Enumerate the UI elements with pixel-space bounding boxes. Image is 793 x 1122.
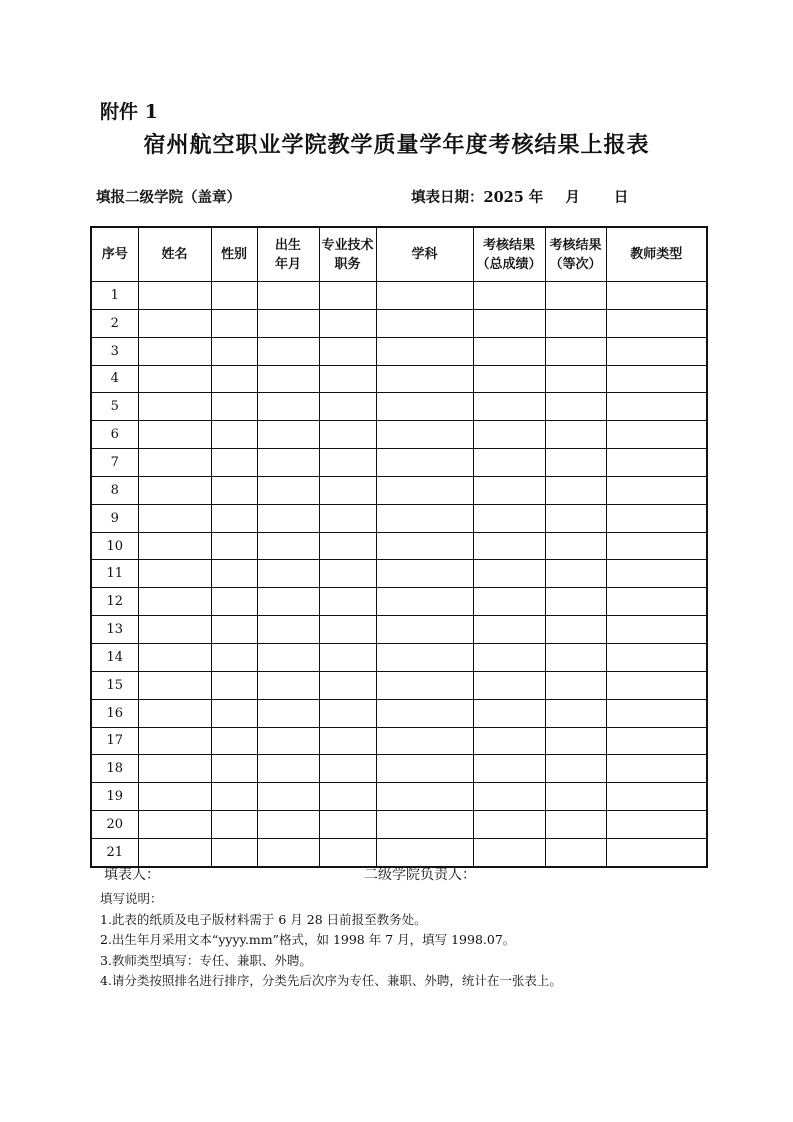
cell-gender[interactable]: [211, 365, 257, 393]
cell-teacher-type[interactable]: [606, 755, 707, 783]
cell-gender[interactable]: [211, 476, 257, 504]
row-index: 3: [91, 337, 138, 365]
table-row: [91, 476, 707, 504]
cell-professional-title[interactable]: [319, 838, 376, 866]
cell-birth-date[interactable]: [257, 282, 319, 310]
table-row: [91, 699, 707, 727]
cell-grade[interactable]: [545, 671, 606, 699]
cell-subject[interactable]: [376, 560, 473, 588]
instruction-item: 4.请分类按照排名进行排序，分类先后次序为专任、兼职、外聘，统计在一张表上。: [100, 973, 562, 989]
cell-professional-title[interactable]: [319, 449, 376, 477]
row-index: 18: [91, 755, 138, 783]
cell-birth-date[interactable]: [257, 643, 319, 671]
cell-name[interactable]: [138, 393, 211, 421]
row-index: 2: [91, 309, 138, 337]
row-index: 4: [91, 365, 138, 393]
cell-name[interactable]: [138, 532, 211, 560]
cell-name[interactable]: [138, 421, 211, 449]
cell-subject[interactable]: [376, 476, 473, 504]
cell-grade[interactable]: [545, 337, 606, 365]
instructions: [100, 889, 562, 992]
table-row: [91, 643, 707, 671]
cell-subject[interactable]: [376, 783, 473, 811]
cell-grade[interactable]: [545, 309, 606, 337]
cell-grade[interactable]: [545, 393, 606, 421]
fill-date-year-label: 填表日期：2025 年: [411, 189, 544, 206]
cell-professional-title[interactable]: [319, 365, 376, 393]
cell-name[interactable]: [138, 337, 211, 365]
cell-gender[interactable]: [211, 560, 257, 588]
header-teacher-type: 教师类型: [606, 227, 707, 282]
cell-gender[interactable]: [211, 699, 257, 727]
cell-subject[interactable]: [376, 365, 473, 393]
header-birth-date: 出生 年月: [257, 227, 319, 282]
cell-total-score[interactable]: [473, 393, 545, 421]
cell-name[interactable]: [138, 727, 211, 755]
cell-birth-date[interactable]: [257, 393, 319, 421]
cell-birth-date[interactable]: [257, 504, 319, 532]
cell-gender[interactable]: [211, 309, 257, 337]
cell-subject[interactable]: [376, 699, 473, 727]
report-table: [90, 226, 708, 868]
header-gender: 性别: [211, 227, 257, 282]
cell-subject[interactable]: [376, 337, 473, 365]
cell-total-score[interactable]: [473, 337, 545, 365]
row-index: 15: [91, 671, 138, 699]
cell-professional-title[interactable]: [319, 727, 376, 755]
table-row: [91, 421, 707, 449]
cell-subject[interactable]: [376, 504, 473, 532]
cell-grade[interactable]: [545, 783, 606, 811]
cell-birth-date[interactable]: [257, 616, 319, 644]
cell-total-score[interactable]: [473, 476, 545, 504]
cell-subject[interactable]: [376, 421, 473, 449]
cell-gender[interactable]: [211, 755, 257, 783]
instruction-item: 2.出生年月采用文本“yyyy.mm”格式，如 1998 年 7 月，填写 1998.07。: [100, 932, 516, 948]
cell-birth-date[interactable]: [257, 699, 319, 727]
cell-grade[interactable]: [545, 421, 606, 449]
cell-name[interactable]: [138, 643, 211, 671]
cell-gender[interactable]: [211, 616, 257, 644]
cell-professional-title[interactable]: [319, 282, 376, 310]
table-row: [91, 838, 707, 866]
cell-professional-title[interactable]: [319, 699, 376, 727]
cell-teacher-type[interactable]: [606, 365, 707, 393]
table-row: [91, 671, 707, 699]
table-row: [91, 365, 707, 393]
cell-gender[interactable]: [211, 671, 257, 699]
cell-professional-title[interactable]: [319, 421, 376, 449]
cell-name[interactable]: [138, 838, 211, 866]
fill-date-month-label: 月: [565, 189, 580, 206]
cell-gender[interactable]: [211, 393, 257, 421]
row-index: 9: [91, 504, 138, 532]
row-index: 17: [91, 727, 138, 755]
row-index: 1: [91, 282, 138, 310]
cell-birth-date[interactable]: [257, 783, 319, 811]
cell-grade[interactable]: [545, 504, 606, 532]
row-index: 13: [91, 616, 138, 644]
cell-grade[interactable]: [545, 755, 606, 783]
cell-teacher-type[interactable]: [606, 811, 707, 839]
row-index: 5: [91, 393, 138, 421]
cell-total-score[interactable]: [473, 421, 545, 449]
cell-name[interactable]: [138, 282, 211, 310]
cell-gender[interactable]: [211, 532, 257, 560]
cell-gender[interactable]: [211, 838, 257, 866]
table-row: [91, 337, 707, 365]
cell-total-score[interactable]: [473, 560, 545, 588]
cell-grade[interactable]: [545, 699, 606, 727]
cell-name[interactable]: [138, 783, 211, 811]
cell-teacher-type[interactable]: [606, 616, 707, 644]
cell-birth-date[interactable]: [257, 755, 319, 783]
cell-grade[interactable]: [545, 532, 606, 560]
cell-professional-title[interactable]: [319, 671, 376, 699]
cell-teacher-type[interactable]: [606, 727, 707, 755]
table-row: [91, 560, 707, 588]
table-row: [91, 504, 707, 532]
row-index: 14: [91, 643, 138, 671]
cell-grade[interactable]: [545, 449, 606, 477]
cell-subject[interactable]: [376, 309, 473, 337]
cell-grade[interactable]: [545, 365, 606, 393]
college-seal-label: 填报二级学院（盖章）: [96, 189, 241, 206]
cell-birth-date[interactable]: [257, 838, 319, 866]
cell-teacher-type[interactable]: [606, 476, 707, 504]
cell-total-score[interactable]: [473, 755, 545, 783]
cell-professional-title[interactable]: [319, 504, 376, 532]
row-index: 10: [91, 532, 138, 560]
cell-name[interactable]: [138, 560, 211, 588]
row-index: 21: [91, 838, 138, 866]
table-row: [91, 449, 707, 477]
cell-name[interactable]: [138, 616, 211, 644]
cell-teacher-type[interactable]: [606, 643, 707, 671]
cell-subject[interactable]: [376, 393, 473, 421]
cell-birth-date[interactable]: [257, 365, 319, 393]
cell-total-score[interactable]: [473, 504, 545, 532]
cell-teacher-type[interactable]: [606, 560, 707, 588]
cell-total-score[interactable]: [473, 449, 545, 477]
cell-gender[interactable]: [211, 449, 257, 477]
table-row: [91, 532, 707, 560]
cell-birth-date[interactable]: [257, 421, 319, 449]
cell-name[interactable]: [138, 504, 211, 532]
cell-subject[interactable]: [376, 588, 473, 616]
cell-gender[interactable]: [211, 421, 257, 449]
header-total-score: 考核结果 （总成绩）: [473, 227, 545, 282]
cell-total-score[interactable]: [473, 671, 545, 699]
cell-professional-title[interactable]: [319, 560, 376, 588]
cell-subject[interactable]: [376, 449, 473, 477]
cell-professional-title[interactable]: [319, 811, 376, 839]
cell-professional-title[interactable]: [319, 643, 376, 671]
cell-grade[interactable]: [545, 560, 606, 588]
instructions-heading: 填写说明：: [100, 891, 163, 906]
cell-subject[interactable]: [376, 755, 473, 783]
cell-name[interactable]: [138, 755, 211, 783]
cell-teacher-type[interactable]: [606, 282, 707, 310]
cell-subject[interactable]: [376, 671, 473, 699]
cell-name[interactable]: [138, 671, 211, 699]
cell-subject[interactable]: [376, 811, 473, 839]
table-row: [91, 783, 707, 811]
cell-grade[interactable]: [545, 588, 606, 616]
cell-birth-date[interactable]: [257, 532, 319, 560]
row-index: 16: [91, 699, 138, 727]
instruction-item: 1.此表的纸质及电子版材料需于 6 月 28 日前报至教务处。: [100, 911, 427, 927]
cell-subject[interactable]: [376, 532, 473, 560]
cell-professional-title[interactable]: [319, 309, 376, 337]
cell-total-score[interactable]: [473, 811, 545, 839]
cell-gender[interactable]: [211, 811, 257, 839]
cell-birth-date[interactable]: [257, 449, 319, 477]
row-index: 8: [91, 476, 138, 504]
cell-professional-title[interactable]: [319, 755, 376, 783]
cell-teacher-type[interactable]: [606, 532, 707, 560]
cell-teacher-type[interactable]: [606, 421, 707, 449]
cell-teacher-type[interactable]: [606, 783, 707, 811]
cell-birth-date[interactable]: [257, 727, 319, 755]
table-row: [91, 588, 707, 616]
cell-professional-title[interactable]: [319, 337, 376, 365]
cell-total-score[interactable]: [473, 309, 545, 337]
cell-total-score[interactable]: [473, 838, 545, 866]
header-name: 姓名: [138, 227, 211, 282]
cell-professional-title[interactable]: [319, 783, 376, 811]
cell-birth-date[interactable]: [257, 476, 319, 504]
cell-gender[interactable]: [211, 588, 257, 616]
cell-birth-date[interactable]: [257, 811, 319, 839]
cell-birth-date[interactable]: [257, 337, 319, 365]
cell-grade[interactable]: [545, 727, 606, 755]
filler-signature-label: 填表人：: [104, 867, 160, 883]
cell-grade[interactable]: [545, 643, 606, 671]
cell-teacher-type[interactable]: [606, 393, 707, 421]
cell-subject[interactable]: [376, 282, 473, 310]
table-row: [91, 727, 707, 755]
cell-total-score[interactable]: [473, 588, 545, 616]
cell-teacher-type[interactable]: [606, 838, 707, 866]
cell-professional-title[interactable]: [319, 532, 376, 560]
cell-name[interactable]: [138, 365, 211, 393]
cell-total-score[interactable]: [473, 365, 545, 393]
cell-total-score[interactable]: [473, 643, 545, 671]
cell-birth-date[interactable]: [257, 588, 319, 616]
cell-professional-title[interactable]: [319, 476, 376, 504]
cell-total-score[interactable]: [473, 616, 545, 644]
cell-subject[interactable]: [376, 838, 473, 866]
attachment-label: 附件 1: [100, 101, 158, 123]
cell-gender[interactable]: [211, 727, 257, 755]
cell-grade[interactable]: [545, 838, 606, 866]
cell-gender[interactable]: [211, 643, 257, 671]
cell-gender[interactable]: [211, 504, 257, 532]
table-row: [91, 393, 707, 421]
cell-name[interactable]: [138, 811, 211, 839]
cell-teacher-type[interactable]: [606, 699, 707, 727]
cell-grade[interactable]: [545, 282, 606, 310]
fill-date-day-label: 日: [613, 189, 629, 206]
row-index: 19: [91, 783, 138, 811]
cell-teacher-type[interactable]: [606, 671, 707, 699]
cell-professional-title[interactable]: [319, 393, 376, 421]
cell-name[interactable]: [138, 309, 211, 337]
header-subject: 学科: [376, 227, 473, 282]
cell-teacher-type[interactable]: [606, 588, 707, 616]
cell-gender[interactable]: [211, 783, 257, 811]
cell-teacher-type[interactable]: [606, 337, 707, 365]
fill-date: [411, 186, 628, 207]
row-index: 7: [91, 449, 138, 477]
cell-birth-date[interactable]: [257, 671, 319, 699]
table-row: [91, 755, 707, 783]
cell-birth-date[interactable]: [257, 309, 319, 337]
cell-name[interactable]: [138, 699, 211, 727]
cell-professional-title[interactable]: [319, 588, 376, 616]
cell-subject[interactable]: [376, 727, 473, 755]
row-index: 11: [91, 560, 138, 588]
cell-birth-date[interactable]: [257, 560, 319, 588]
cell-total-score[interactable]: [473, 727, 545, 755]
table-header-row: [91, 227, 707, 282]
cell-name[interactable]: [138, 476, 211, 504]
cell-total-score[interactable]: [473, 699, 545, 727]
header-professional-title: 专业技术 职务: [319, 227, 376, 282]
instruction-item: 3.教师类型填写：专任、兼职、外聘。: [100, 952, 312, 968]
cell-name[interactable]: [138, 588, 211, 616]
table-row: [91, 309, 707, 337]
cell-grade[interactable]: [545, 616, 606, 644]
cell-grade[interactable]: [545, 476, 606, 504]
table-row: [91, 811, 707, 839]
row-index: 12: [91, 588, 138, 616]
row-index: 6: [91, 421, 138, 449]
cell-gender[interactable]: [211, 282, 257, 310]
header-index: 序号: [91, 227, 138, 282]
cell-grade[interactable]: [545, 811, 606, 839]
row-index: 20: [91, 811, 138, 839]
cell-subject[interactable]: [376, 643, 473, 671]
cell-teacher-type[interactable]: [606, 449, 707, 477]
cell-total-score[interactable]: [473, 783, 545, 811]
cell-total-score[interactable]: [473, 532, 545, 560]
cell-teacher-type[interactable]: [606, 504, 707, 532]
college-head-signature-label: 二级学院负责人：: [364, 867, 476, 883]
table-row: [91, 616, 707, 644]
cell-name[interactable]: [138, 449, 211, 477]
cell-gender[interactable]: [211, 337, 257, 365]
table-row: [91, 282, 707, 310]
cell-teacher-type[interactable]: [606, 309, 707, 337]
cell-total-score[interactable]: [473, 282, 545, 310]
cell-subject[interactable]: [376, 616, 473, 644]
cell-professional-title[interactable]: [319, 616, 376, 644]
header-grade: 考核结果 （等次）: [545, 227, 606, 282]
document-title: 宿州航空职业学院教学质量学年度考核结果上报表: [143, 132, 650, 158]
